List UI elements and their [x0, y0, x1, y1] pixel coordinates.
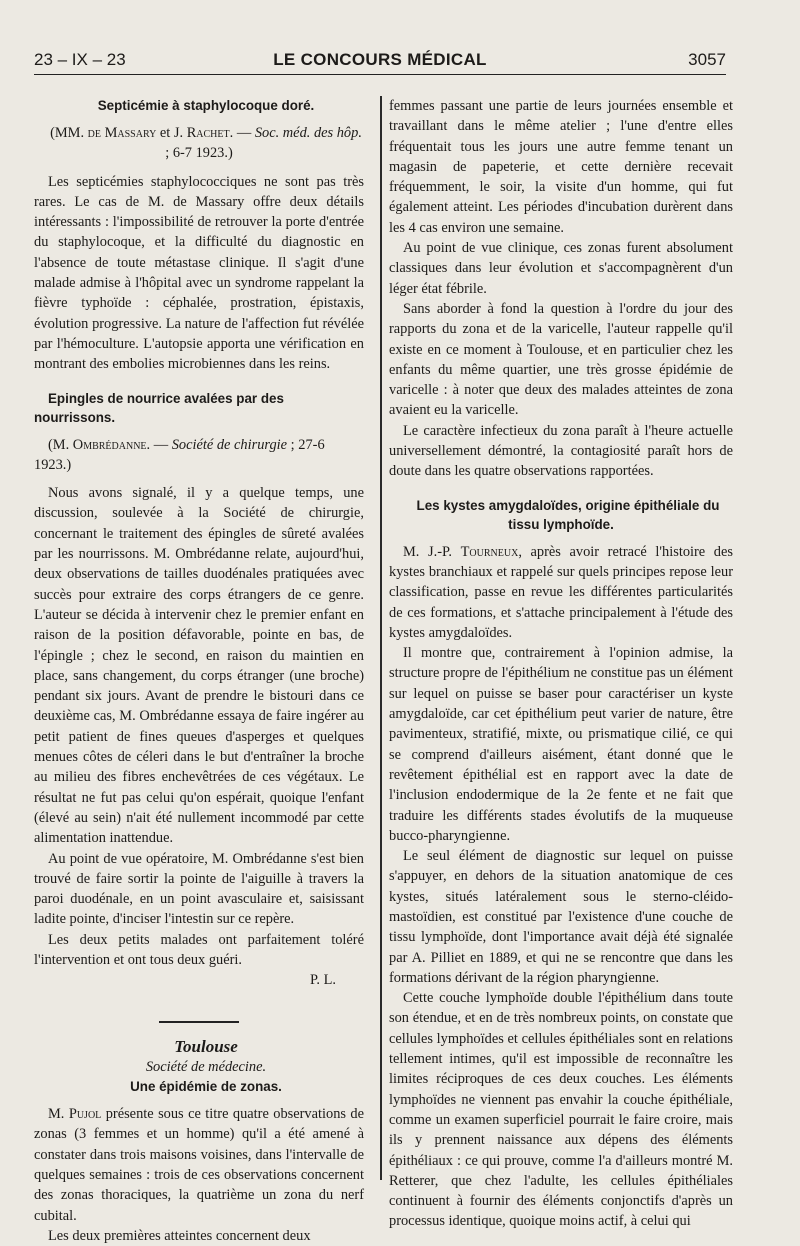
paragraph: M. J.-P. Tourneux, après avoir retracé l'histoire des kystes branchiaux et rappelé sur quels principes repose leur classification, passe en revue les différentes particularités de ces formations, et s'attache principalement à l'étude des kystes amygdaloïdes.	[389, 543, 733, 641]
page-header	[34, 48, 726, 75]
journal-title: LE CONCOURS MÉDICAL	[273, 50, 487, 69]
paragraph: M. Pujol présente sous ce titre quatre observations de zonas (3 femmes et un homme) qu'il a été amené à constater dans trois maisons voisines, dans l'intervalle de quelques semaines : trois de ces observations concernent des zonas thoraciques, la quatrième un zona du nerf cubital.	[34, 1106, 364, 1224]
section-divider	[159, 1021, 239, 1023]
paragraph: Les septicémies staphylococciques ne sont pas très rares. Le cas de M. de Massary offre deux détails intéressants : l'impossibilité de retrouver la porte d'entrée du staphylocoque, et la difficulté du diagnostic en l'absence de toute métastase clinique. Il s'agit d'une malade admise à l'hôpital avec un syndrome rappelant la fièvre typhoïde : céphalée, prostration, épistaxis, évolution progressive. La nature de l'affection fut révélée par l'hémoculture. L'autopsie apporta une vérification en montrant des embolies microbiennes dans les reins.	[34, 173, 364, 373]
article-reference-septicemie: (MM. de Massary et J. Rachet. — Soc. méd. des hôp. ; 6-7 1923.)	[50, 125, 362, 162]
issue-date: 23 – IX – 23	[34, 50, 126, 69]
paragraph: Le seul élément de diagnostic sur lequel on puisse s'appuyer, en dehors de la situation anatomique de ces kystes, situés latéralement sous le sterno-cléido-mastoïdien, est constitué par l'existence d'une couche de tissu lymphoïde, dont l'importance avait déjà été signalée par A. Pilliet en 1889, et qui ne se rencontre que dans les formations dérivant de la région pharyngienne.	[389, 848, 733, 986]
author-initials: P. L.	[310, 972, 336, 989]
paragraph: Les deux petits malades ont parfaitement toléré l'intervention et ont tous deux guéri.	[34, 931, 364, 968]
paragraph: Les deux premières atteintes concernent deux	[48, 1227, 311, 1244]
article-title-epingles: Epingles de nourrice avalées par des nourrissons.	[34, 390, 284, 425]
paragraph: Cette couche lymphoïde double l'épithélium dans toute son étendue, et en de très nombreux points, on constate que cellules lymphoïdes et cellules épithéliales sont en relations tellement intimes, qu'il est impossible de reconnaître les limites réciproques de ces deux couches. Les éléments lymphoïdes ne viennent pas envahir la couche épithéliale, comme un examen superficiel pourrait le faire croire, mais ils y prennent naissance aux dépens des éléments épithéliaux : ce qui prouve, comme l'a d'ailleurs montré M. Retterer, que chez l'adulte, les cellules épithéliales continuent à fournir des éléments conjonctifs d'après un processus identique, quoique moins actif, à celui qui	[389, 990, 733, 1230]
right-column	[389, 96, 733, 1232]
article-title-septicemie: Septicémie à staphylocoque doré.	[97, 98, 315, 113]
paragraph: Au point de vue clinique, ces zonas furent absolument classiques dans leur évolution et s'accompagnèrent d'un léger état fébrile.	[389, 240, 733, 297]
article-reference-epingles: (M. Ombrédanne. — Société de chirurgie ; 27-6 1923.)	[34, 436, 325, 473]
paragraph: Au point de vue opératoire, M. Ombrédanne s'est bien trouvé de faire sortir la pointe de l'aiguille à travers la paroi duodénale, en un point avasculaire et, saisissant ladite pointe, d'inciser l'intestin sur ce repère.	[34, 850, 364, 928]
column-rule	[380, 96, 382, 1180]
article-title-zonas: Une épidémie de zonas.	[130, 1079, 282, 1095]
paragraph: Le caractère infectieux du zona paraît à l'heure actuelle universellement démontré, la contagiosité paraît hors de doute dans les quatre observations rapportées.	[389, 422, 733, 480]
article-title-kystes: Les kystes amygdaloïdes, origine épithéliale du tissu lymphoïde.	[416, 497, 720, 532]
paragraph: Il montre que, contrairement à l'opinion admise, la structure propre de l'épithélium ne constitue pas un élément sur lequel on puisse se baser pour caractériser un kyste amygdaloïde, car cet épithélium peut varier de nature, être pavimenteux, stratifié, mixte, ou prismatique cilié, ce qui se comprend d'ailleurs aisément, étant donné que le revêtement épithélial est en rapport avec la date de l'inclusion endodermique de la 2e fente et ne fait que traduire les différents stades évolutifs de la muqueuse bucco-pharyngienne.	[389, 645, 733, 844]
subsection-title: Société de médecine.	[145, 1058, 267, 1075]
left-column	[34, 96, 364, 1246]
section-title: Toulouse	[174, 1036, 238, 1056]
paragraph: Nous avons signalé, il y a quelque temps, une discussion, soulevée à la Société de chirurgie, concernant le traitement des épingles de sûreté avalées par les nourrissons. M. Ombrédanne relate, aujourd'hui, deux observations de tailles duodénales pratiquées avec succès pour extraire des corps étrangers de ce genre. L'auteur se décida à intervenir chez le premier enfant en raison de la position défavorable, pointe en bas, de l'épingle ; chez le second, en raison du maintien en place, sans changement, du corps étranger (une broche) pendant six jours. Avant de prendre le bistouri dans ce deuxième cas, M. Ombrédanne essaya de faire ingérer au petit patient de fines queues d'asperges et quelques menues côtes de céleri dans le but d'entraîner la broche au milieu des fibres enchevêtrées de ces végétaux. Le résultat ne fut pas celui qu'on espérait, quoique l'enfant (élevé au sein) n'ait été nullement incommodé par cette alimentation inattendue.	[34, 485, 364, 847]
paragraph: femmes passant une partie de leurs journées ensemble et travaillant dans le même atelier ; l'une d'entre elles fréquentait tous les jours une autre femme tenant un magasin de papeterie, et cette dernière recevait fréquemment, le soir, la visite d'un homme, qui fut également atteint. Les périodes d'incubation durèrent dans les 4 cas environ une semaine.	[389, 98, 733, 236]
paragraph: Sans aborder à fond la question à l'ordre du jour des rapports du zona et de la varicelle, l'auteur rappelle qu'il existe en ce moment à Toulouse, et en particulier chez les enfants du même quartier, une très grosse épidémie de varicelle : à noter que deux des malades atteintes de zona avaient eu la varicelle.	[389, 300, 733, 419]
page-number: 3057	[688, 50, 726, 69]
